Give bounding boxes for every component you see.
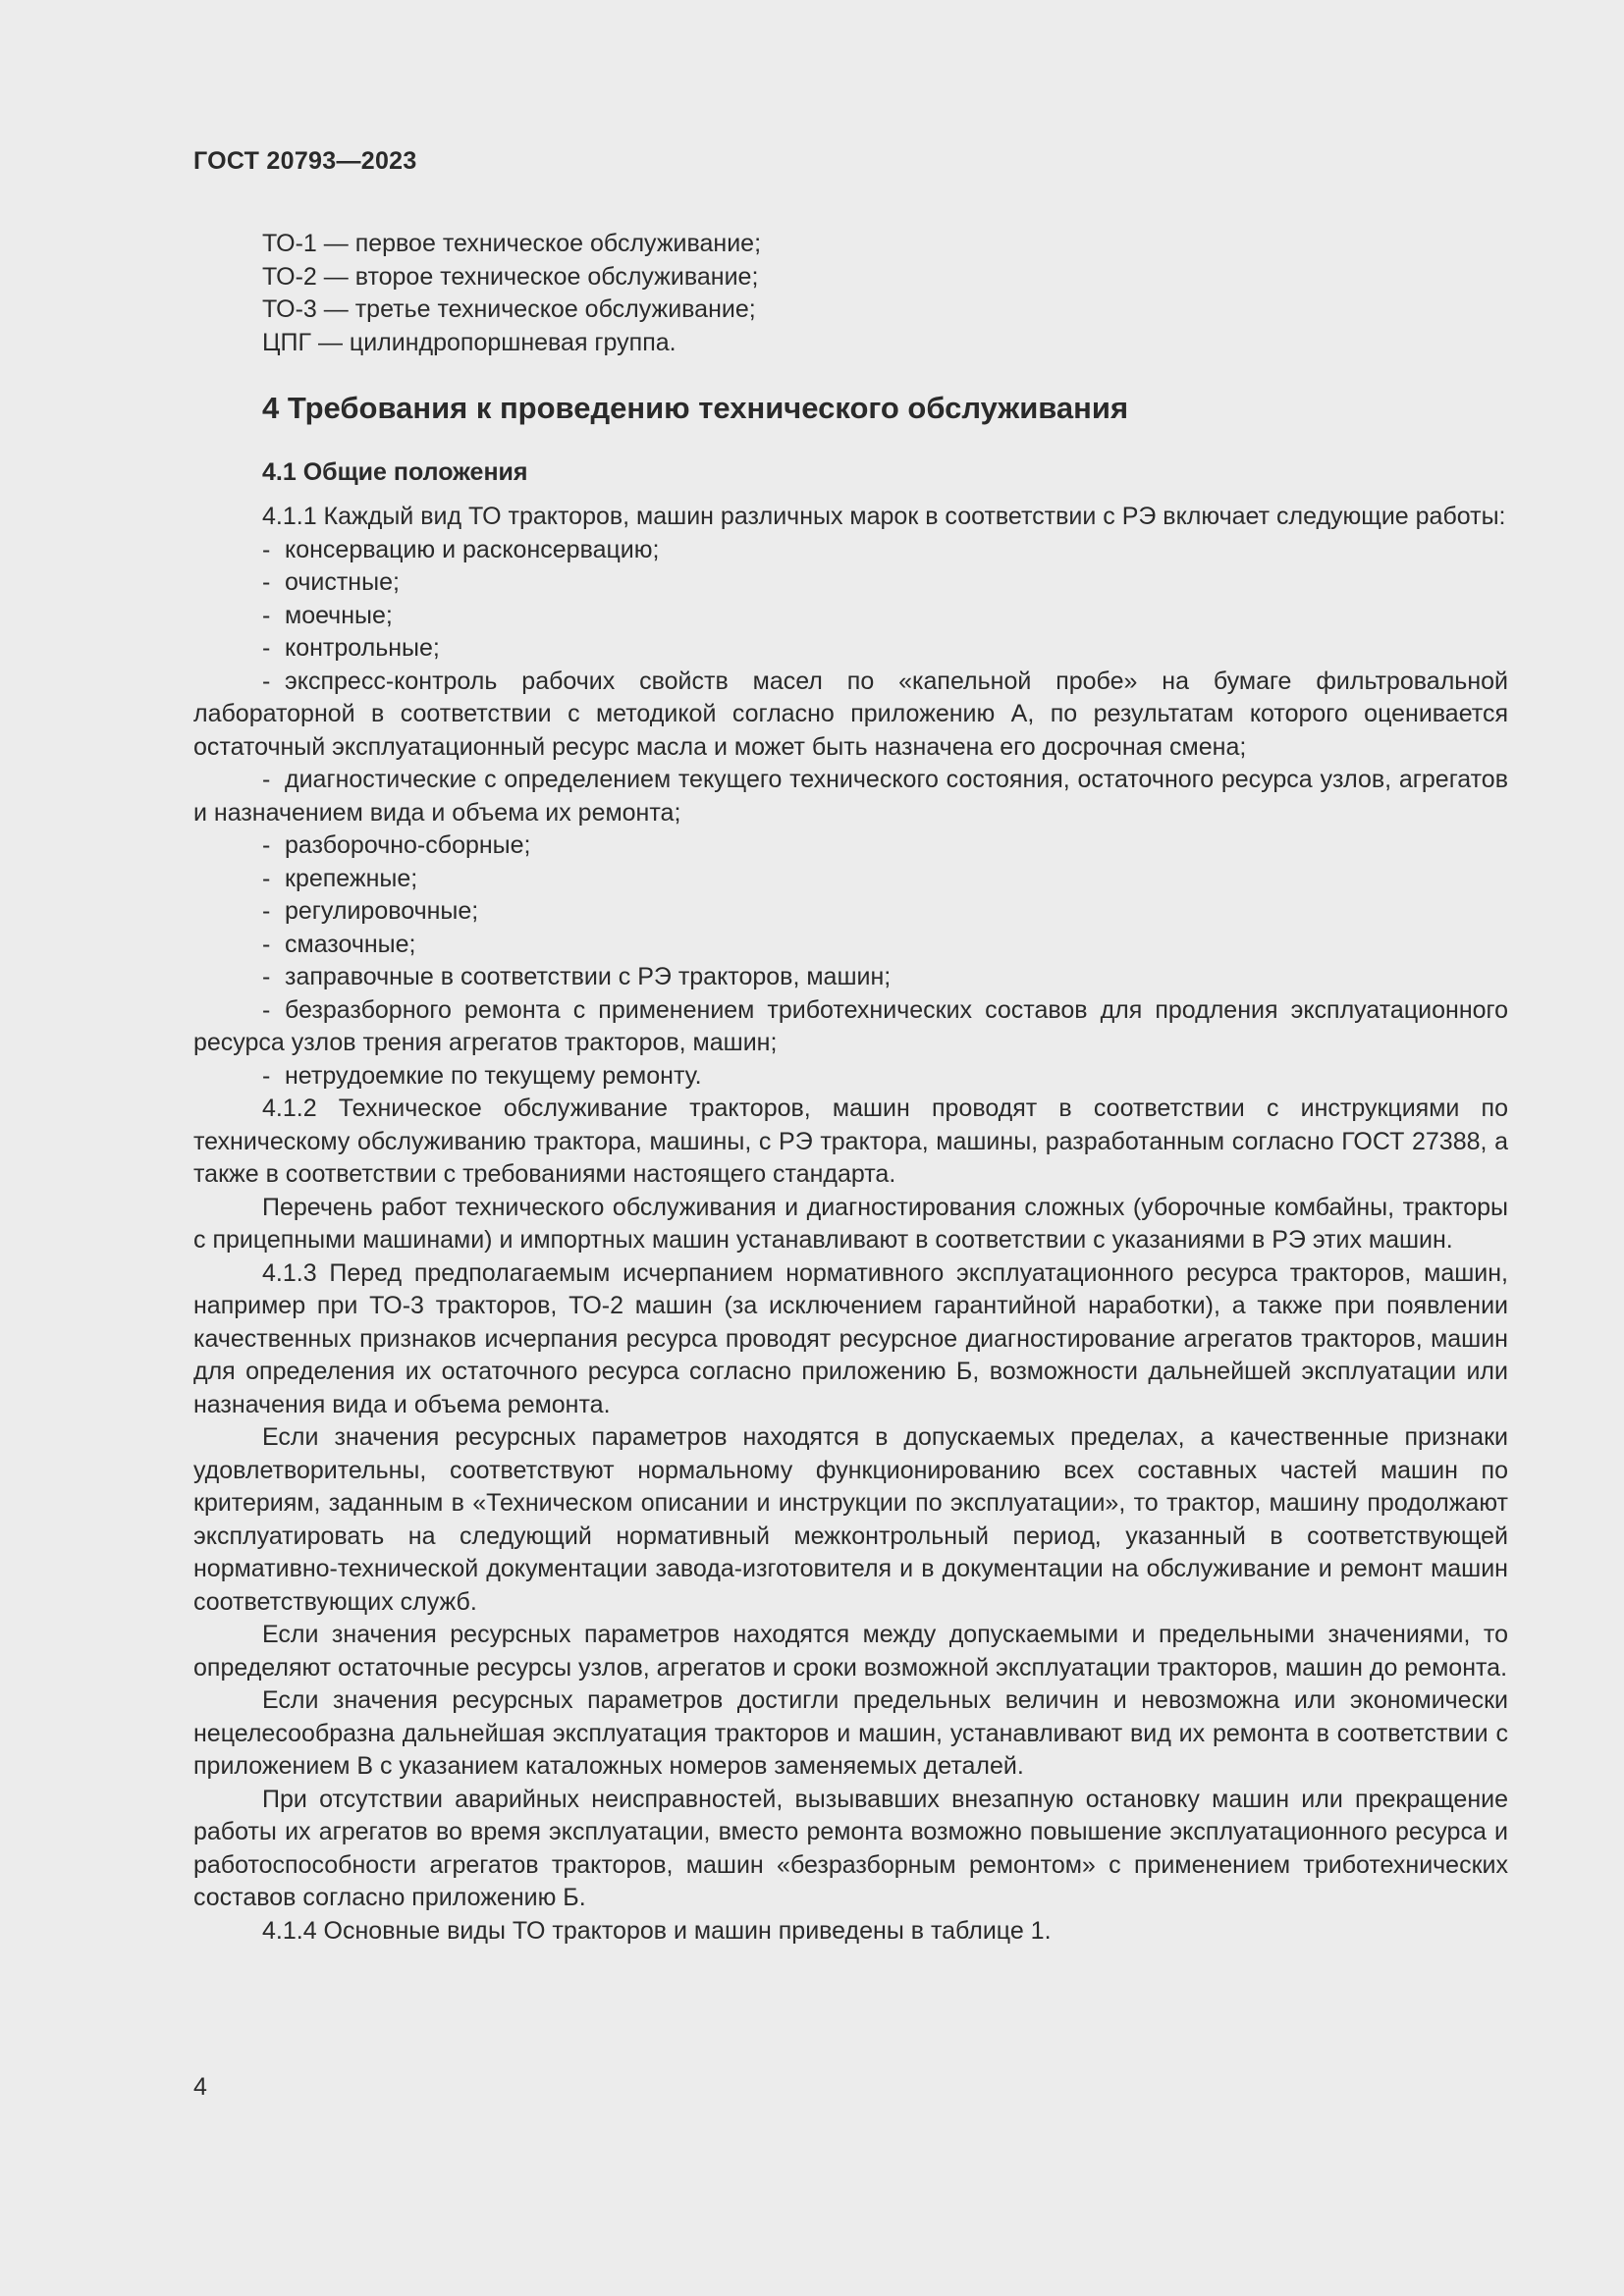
list-item: - контрольные; bbox=[262, 634, 440, 662]
paragraph: 4.1.3 Перед предполагаемым исчерпанием нормативного эксплуатационного ресурса тракторов, машин, например при ТО-3 тракторов, ТО-2 машин (за исключением гарантийной наработки), а также при появлении качественных признаков исчерпания ресурса проводят ресурсное диагностирование агрегатов тракторов, машин для определения их остаточного ресурса согласно приложению Б, возможности дальнейшей эксплуатации или назначения вида и объема ремонта. bbox=[193, 1258, 1508, 1418]
list-item: - безразборного ремонта с применением триботехнических составов для продления эксплуатационного ресурса узлов трения агрегатов тракторов, машин; bbox=[193, 995, 1508, 1056]
abbreviation-item: ТО-3 — третье техническое обслуживание; bbox=[262, 295, 756, 323]
work-list bbox=[193, 534, 1508, 1094]
paragraph: При отсутствии аварийных неисправностей, вызывавших внезапную остановку машин или прекращение работы их агрегатов во время эксплуатации, вместо ремонта возможно повышение эксплуатационного ресурса и работоспособности агрегатов тракторов, машин «безразборным ремонтом» с применением триботехнических составов согласно приложению Б. bbox=[193, 1785, 1508, 1911]
list-item: - разборочно-сборные; bbox=[262, 831, 531, 859]
list-item: - консервацию и расконсервацию; bbox=[262, 535, 660, 563]
list-item: - смазочные; bbox=[262, 930, 416, 958]
list-item: - заправочные в соответствии с РЭ тракторов, машин; bbox=[262, 963, 892, 990]
list-item-text: моечные; bbox=[285, 601, 393, 629]
list-item: - очистные; bbox=[262, 568, 400, 596]
abbreviation-item: ТО-1 — первое техническое обслуживание; bbox=[262, 230, 762, 257]
list-item: - регулировочные; bbox=[262, 897, 479, 925]
document-body bbox=[193, 228, 1508, 1948]
list-item-text: безразборного ремонта с применением триботехнических составов для продления эксплуатационного ресурса узлов трения агрегатов тракторов, машин; bbox=[193, 995, 1508, 1056]
list-item: - крепежные; bbox=[262, 864, 418, 892]
list-item-text: нетрудоемкие по текущему ремонту. bbox=[285, 1061, 702, 1090]
list-item: - диагностические с определением текущего технического состояния, остаточного ресурса узлов, агрегатов и назначением вида и объема их ремонта; bbox=[193, 766, 1508, 827]
list-item-text: смазочные; bbox=[285, 930, 416, 958]
list-item-text: крепежные; bbox=[285, 864, 418, 892]
document-header: ГОСТ 20793—2023 bbox=[193, 147, 417, 175]
paragraph: Если значения ресурсных параметров достигли предельных величин и невозможна или экономически нецелесообразна дальнейшая эксплуатация тракторов и машин, устанавливают вид их ремонта в соответствии с приложением В с указанием каталожных номеров заменяемых деталей. bbox=[193, 1686, 1508, 1780]
list-item: - нетрудоемкие по текущему ремонту. bbox=[262, 1061, 702, 1090]
list-item-text: контрольные; bbox=[285, 634, 440, 662]
list-item-text: очистные; bbox=[285, 568, 400, 596]
paragraph-4-1-1: 4.1.1 Каждый вид ТО тракторов, машин различных марок в соответствии с РЭ включает следующие работы: bbox=[262, 503, 1506, 530]
paragraph: 4.1.4 Основные виды ТО тракторов и машин приведены в таблице 1. bbox=[262, 1916, 1052, 1945]
list-item-text: экспресс-контроль рабочих свойств масел по «капельной пробе» на бумаге фильтровальной лабораторной в соответствии с методикой согласно приложению А, по результатам которого оценивается остаточный эксплуатационный ресурс масла и может быть назначена его досрочная смена; bbox=[193, 667, 1508, 761]
subsection-title: 4.1 Общие положения bbox=[262, 458, 528, 486]
list-item-text: диагностические с определением текущего технического состояния, остаточного ресурса узлов, агрегатов и назначением вида и объема их ремонта; bbox=[193, 766, 1508, 827]
paragraph: 4.1.2 Техническое обслуживание тракторов, машин проводят в соответствии с инструкциями по техническому обслуживанию трактора, машины, с РЭ трактора, машины, разработанным согласно ГОСТ 27388, а также в соответствии с требованиями настоящего стандарта. bbox=[193, 1095, 1508, 1188]
abbreviation-item: ТО-2 — второе техническое обслуживание; bbox=[262, 262, 759, 291]
list-item-text: консервацию и расконсервацию; bbox=[285, 535, 660, 563]
list-item-text: регулировочные; bbox=[285, 897, 479, 925]
list-item: - экспресс-контроль рабочих свойств масел по «капельной пробе» на бумаге фильтровальной лабораторной в соответствии с методикой согласно приложению А, по результатам которого оценивается остаточный эксплуатационный ресурс масла и может быть назначена его досрочная смена; bbox=[193, 667, 1508, 761]
list-item-text: разборочно-сборные; bbox=[285, 831, 531, 859]
page-number: 4 bbox=[193, 2073, 207, 2101]
abbreviation-list bbox=[193, 228, 1508, 359]
abbreviation-item: ЦПГ — цилиндропоршневая группа. bbox=[262, 328, 677, 356]
paragraph: Если значения ресурсных параметров находятся в допускаемых пределах, а качественные признаки удовлетворительны, соответствуют нормальному функционированию всех составных частей машин по критериям, заданным в «Техническом описании и инструкции по эксплуатации», то трактор, машину продолжают эксплуатировать на следующий нормативный межконтрольный период, указанный в соответствующей нормативно-технической документации завода-изготовителя и в документации на обслуживание и ремонт машин соответствующих служб. bbox=[193, 1423, 1508, 1616]
list-item: - моечные; bbox=[262, 601, 393, 629]
paragraph: Если значения ресурсных параметров находятся между допускаемыми и предельными значениями, то определяют остаточные ресурсы узлов, агрегатов и сроки возможной эксплуатации тракторов, машин до ремонта. bbox=[193, 1621, 1508, 1682]
section-title: 4 Требования к проведению технического обслуживания bbox=[262, 391, 1129, 425]
list-item-text: заправочные в соответствии с РЭ тракторов, машин; bbox=[285, 963, 892, 990]
paragraph: Перечень работ технического обслуживания и диагностирования сложных (уборочные комбайны, тракторы с прицепными машинами) и импортных машин устанавливают в соответствии с указаниями в РЭ этих машин. bbox=[193, 1193, 1508, 1254]
